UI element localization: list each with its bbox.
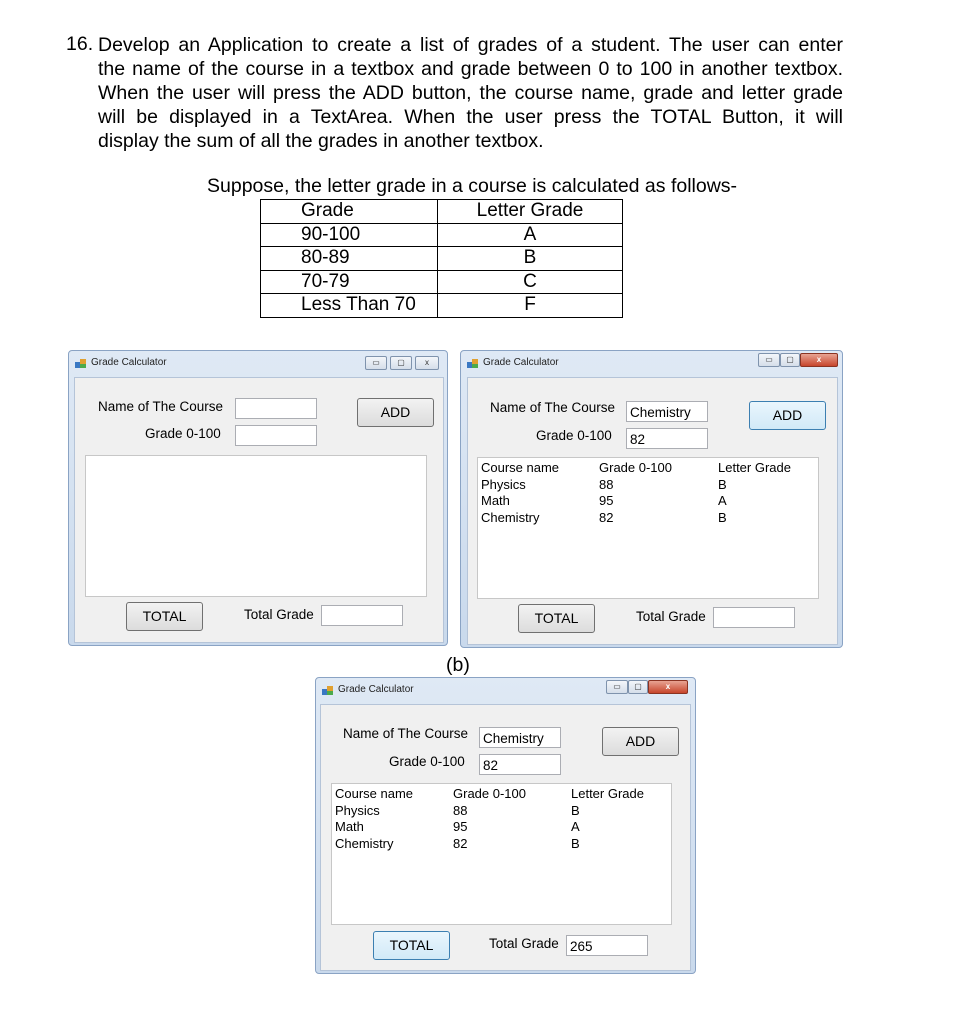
- table-cell: Less Than 70: [261, 294, 438, 318]
- total-button[interactable]: TOTAL: [126, 602, 203, 631]
- window-client: [320, 704, 691, 971]
- grade-calculator-window-total: [315, 677, 696, 974]
- total-button[interactable]: TOTAL: [373, 931, 450, 960]
- list-header-course: Course name: [481, 460, 560, 475]
- list-grade: 95: [599, 493, 614, 508]
- maximize-icon[interactable]: ▢: [390, 356, 412, 370]
- list-letter: A: [718, 493, 727, 508]
- question-line-1: Develop an Application to create a list of grades of a student. The user can enter: [98, 34, 843, 56]
- table-cell: 70-79: [261, 270, 438, 294]
- list-grade: 82: [453, 835, 468, 851]
- list-course: Chemistry: [335, 835, 394, 851]
- add-button[interactable]: ADD: [602, 727, 679, 756]
- maximize-icon[interactable]: ▢: [628, 680, 648, 694]
- grade-calculator-window-list: [460, 350, 843, 648]
- table-cell: 90-100: [261, 223, 438, 247]
- course-name-label: Name of The Course: [98, 399, 224, 414]
- title-bar[interactable]: [316, 678, 695, 704]
- close-icon[interactable]: x: [800, 353, 838, 367]
- question-line-4: will be displayed in a TextArea. When the user press the TOTAL Button, it will: [98, 106, 843, 128]
- app-icon: [467, 359, 478, 368]
- app-icon: [75, 359, 86, 368]
- title-bar[interactable]: [69, 351, 447, 377]
- grades-textarea[interactable]: [85, 455, 427, 597]
- table-cell: C: [438, 270, 623, 294]
- window-title: Grade Calculator: [91, 357, 167, 368]
- list-grade: 88: [599, 476, 614, 492]
- minimize-icon[interactable]: ▭: [365, 356, 387, 370]
- table-cell: F: [438, 294, 623, 318]
- table-header-cell: Grade: [261, 200, 438, 224]
- window-client: [74, 377, 444, 643]
- letter-grade-table: [260, 199, 623, 318]
- list-course: Chemistry: [481, 509, 540, 525]
- table-cell: A: [438, 223, 623, 247]
- list-letter: B: [718, 509, 727, 525]
- table-row: [261, 223, 623, 247]
- total-grade-input[interactable]: [321, 605, 403, 626]
- grade-input[interactable]: [235, 425, 317, 446]
- add-button[interactable]: ADD: [749, 401, 826, 430]
- list-header-grade: Grade 0-100: [599, 460, 672, 475]
- suppose-text: Suppose, the letter grade in a course is calculated as follows-: [207, 175, 738, 197]
- list-header-letter: Letter Grade: [571, 786, 644, 801]
- list-course: Math: [481, 493, 510, 508]
- window-title: Grade Calculator: [338, 684, 414, 695]
- table-header-row: [261, 200, 623, 224]
- grade-label: Grade 0-100: [389, 754, 465, 769]
- course-name-label: Name of The Course: [490, 400, 616, 415]
- total-grade-input[interactable]: [713, 607, 795, 628]
- list-course: Physics: [335, 802, 380, 818]
- total-grade-input[interactable]: 265: [566, 935, 648, 956]
- window-client: [467, 377, 838, 645]
- close-icon[interactable]: x: [415, 356, 439, 370]
- grade-input[interactable]: 82: [479, 754, 561, 775]
- list-letter: B: [718, 476, 727, 492]
- figure-caption: (b): [446, 654, 470, 676]
- table-cell: 80-89: [261, 247, 438, 271]
- table-row: [261, 294, 623, 318]
- add-button[interactable]: ADD: [357, 398, 434, 427]
- title-bar[interactable]: [461, 351, 842, 377]
- grade-calculator-window-empty: [68, 350, 448, 646]
- question-number: 16.: [66, 33, 94, 55]
- total-grade-label: Total Grade: [489, 936, 559, 951]
- grades-textarea[interactable]: [331, 783, 672, 925]
- question-line-3: When the user will press the ADD button, the course name, grade and letter grade: [98, 82, 843, 104]
- grade-label: Grade 0-100: [145, 426, 221, 441]
- course-name-label: Name of The Course: [343, 726, 469, 741]
- table-row: [261, 270, 623, 294]
- table-header-cell: Letter Grade: [438, 200, 623, 224]
- list-grade: 95: [453, 819, 468, 834]
- list-grade: 82: [599, 509, 614, 525]
- course-name-input[interactable]: [235, 398, 317, 419]
- grades-textarea[interactable]: [477, 457, 819, 599]
- question-line-2: the name of the course in a textbox and grade between 0 to 100 in another textbox.: [98, 58, 843, 80]
- list-course: Math: [335, 819, 364, 834]
- grade-label: Grade 0-100: [536, 428, 612, 443]
- course-name-input[interactable]: Chemistry: [626, 401, 708, 422]
- close-icon[interactable]: x: [648, 680, 688, 694]
- list-header-grade: Grade 0-100: [453, 786, 526, 801]
- total-button[interactable]: TOTAL: [518, 604, 595, 633]
- list-header-letter: Letter Grade: [718, 460, 791, 475]
- minimize-icon[interactable]: ▭: [606, 680, 628, 694]
- list-letter: B: [571, 835, 580, 851]
- list-grade: 88: [453, 802, 468, 818]
- maximize-icon[interactable]: ▢: [780, 353, 800, 367]
- minimize-icon[interactable]: ▭: [758, 353, 780, 367]
- total-grade-label: Total Grade: [244, 607, 314, 622]
- list-header-course: Course name: [335, 786, 414, 801]
- window-title: Grade Calculator: [483, 357, 559, 368]
- list-letter: B: [571, 802, 580, 818]
- list-course: Physics: [481, 476, 526, 492]
- table-cell: B: [438, 247, 623, 271]
- total-grade-label: Total Grade: [636, 609, 706, 624]
- grade-input[interactable]: 82: [626, 428, 708, 449]
- course-name-input[interactable]: Chemistry: [479, 727, 561, 748]
- question-line-5: display the sum of all the grades in another textbox.: [98, 130, 544, 152]
- app-icon: [322, 686, 333, 695]
- table-row: [261, 247, 623, 271]
- list-letter: A: [571, 819, 580, 834]
